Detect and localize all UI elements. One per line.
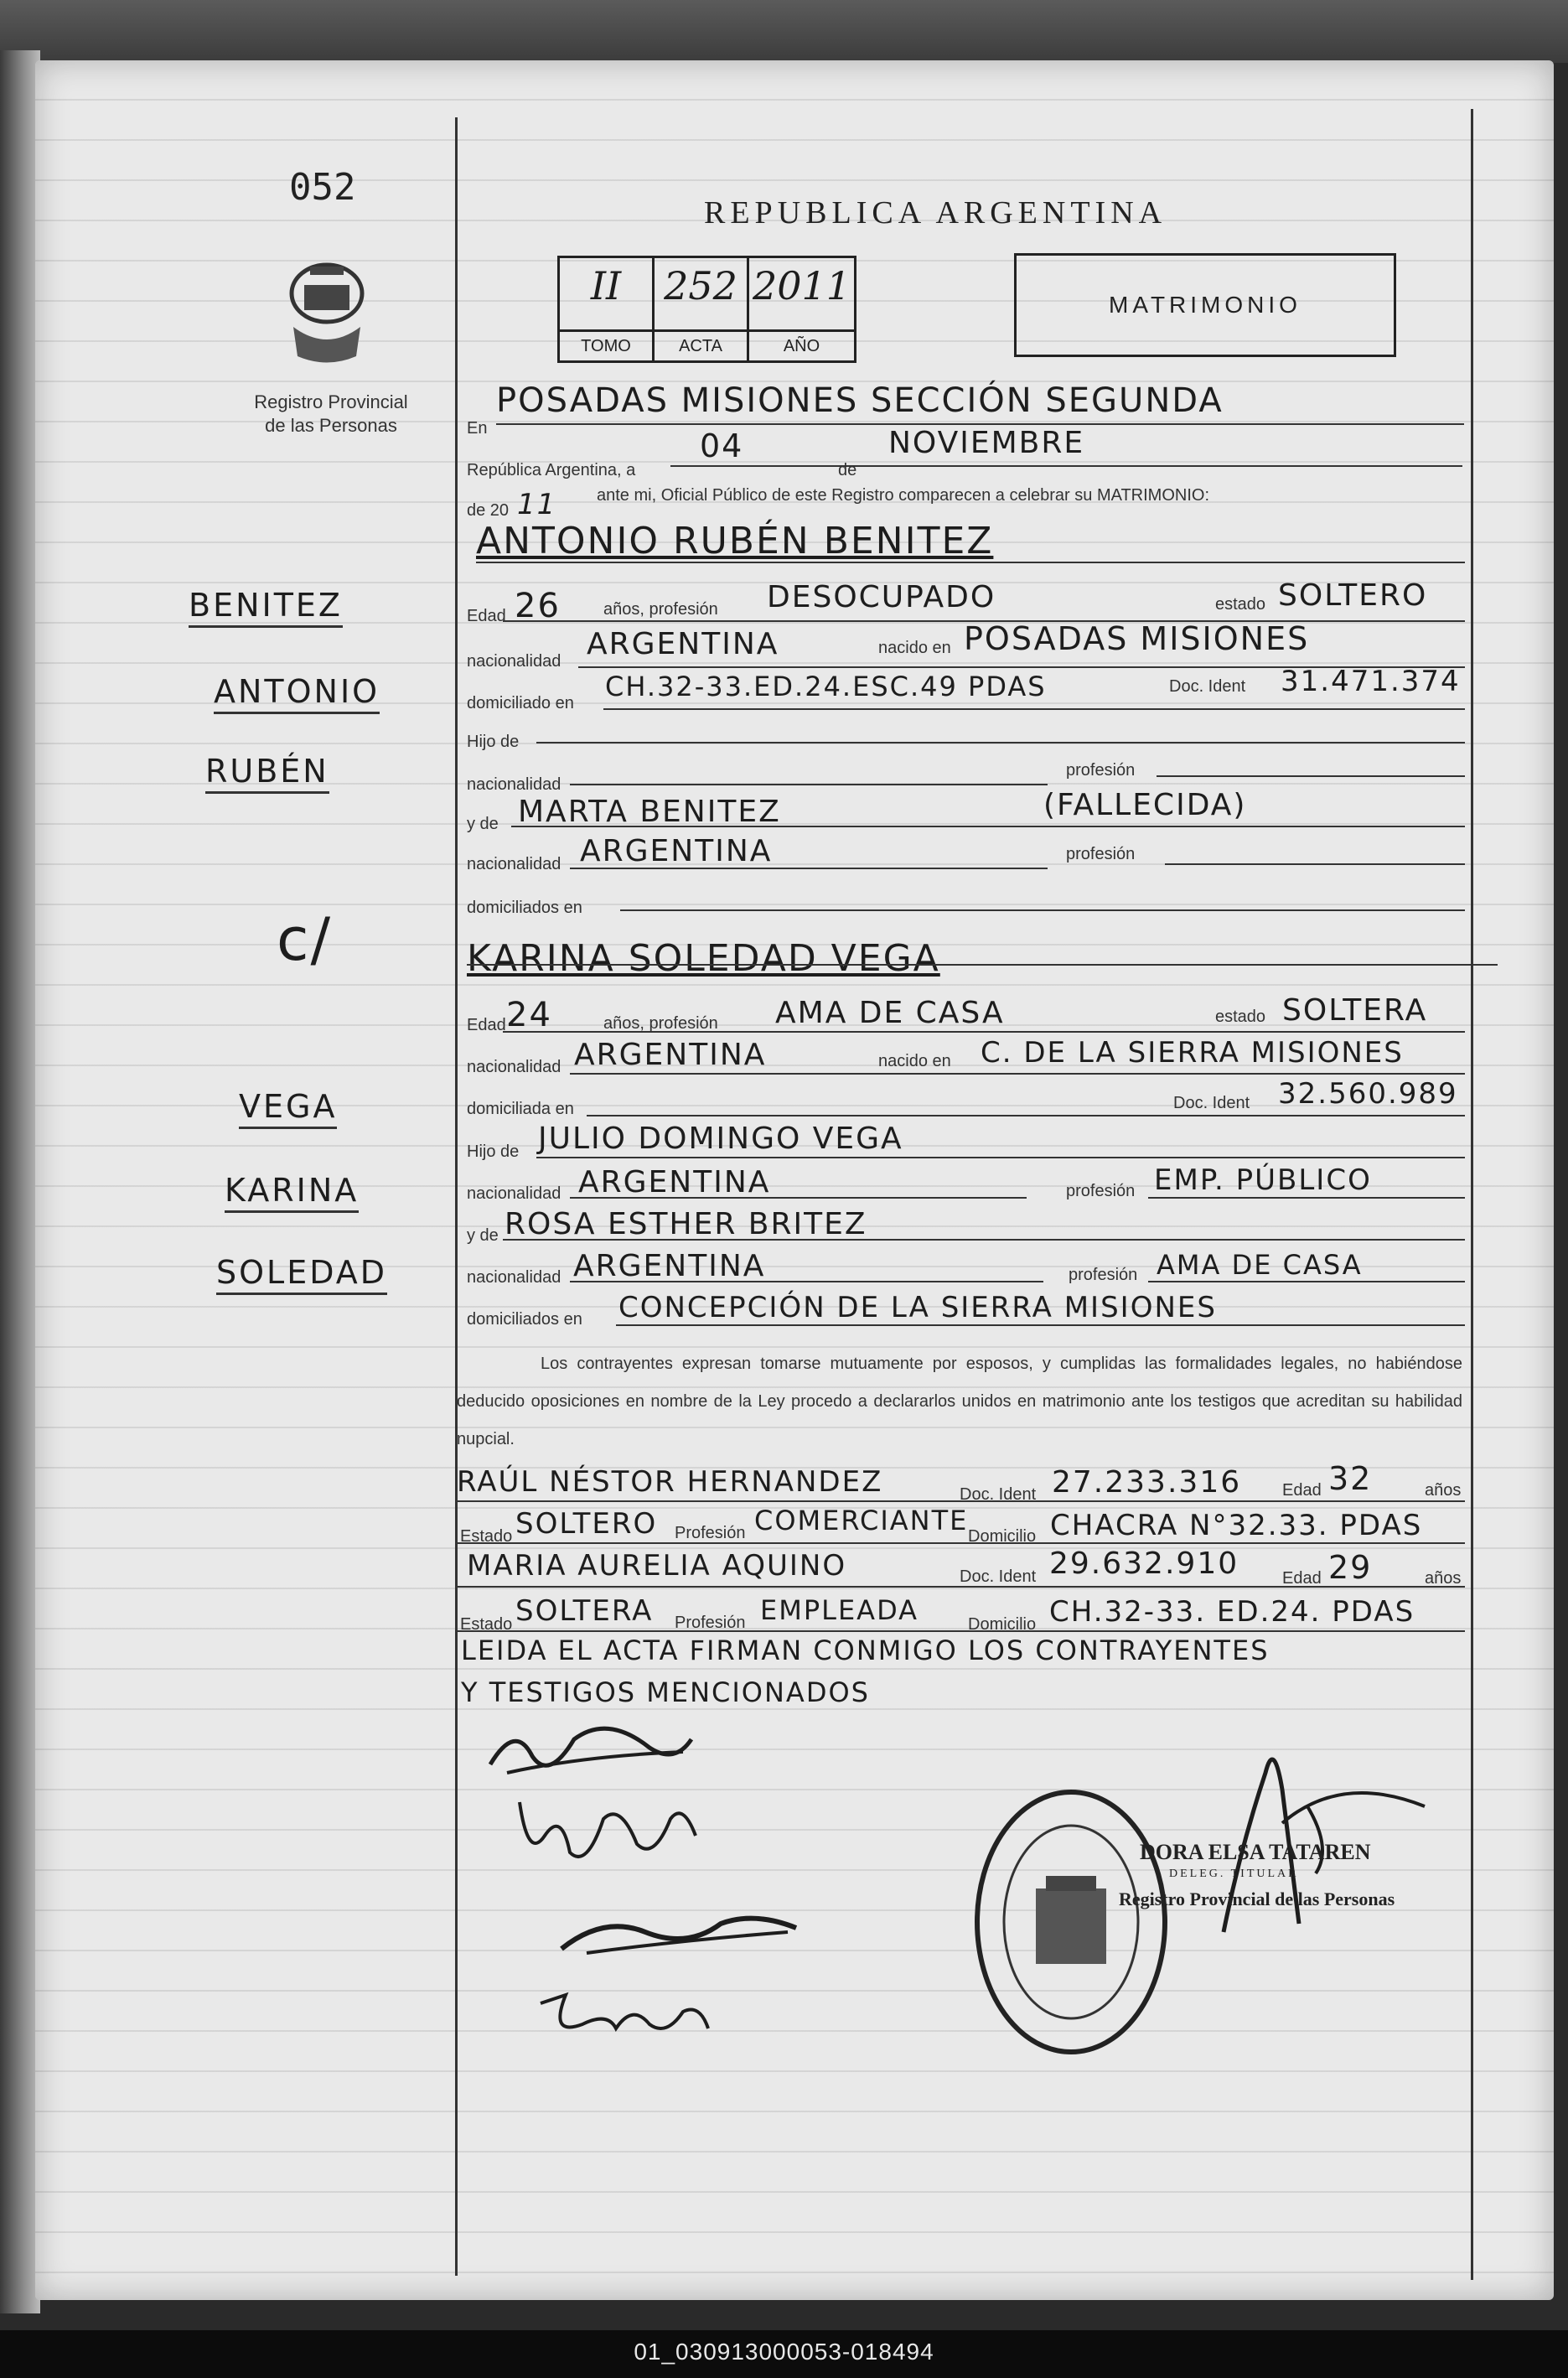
witness-1-profession: COMERCIANTE bbox=[754, 1505, 969, 1536]
book-spine-edge bbox=[0, 50, 40, 2313]
bride-parents-address: CONCEPCIÓN DE LA SIERRA MISIONES bbox=[618, 1291, 1217, 1324]
de-label: de bbox=[838, 461, 857, 479]
groom-mother-note: (FALLECIDA) bbox=[1043, 788, 1247, 822]
groom-parents-address-line bbox=[620, 909, 1465, 911]
bride-address-line bbox=[587, 1115, 1465, 1116]
witness-2-status: SOLTERA bbox=[515, 1594, 654, 1628]
groom-father-prof-line bbox=[1157, 775, 1465, 777]
bride-father-nat-line bbox=[570, 1197, 1027, 1199]
bride-yde-label: y de bbox=[467, 1226, 499, 1245]
bride-age-line bbox=[503, 1031, 1465, 1033]
witness-1-line bbox=[457, 1500, 1465, 1502]
groom-nationality: ARGENTINA bbox=[587, 627, 779, 661]
groom-yde-label: y de bbox=[467, 815, 499, 833]
groom-edad-label: Edad bbox=[467, 607, 506, 625]
bride-mother-name: ROSA ESTHER BRITEZ bbox=[505, 1207, 867, 1241]
bride-mother-nationality: ARGENTINA bbox=[573, 1249, 766, 1283]
month-value: NOVIEMBRE bbox=[888, 426, 1085, 460]
bride-nacido-label: nacido en bbox=[878, 1052, 951, 1070]
groom-mother-prof-label: profesión bbox=[1066, 845, 1136, 863]
witness-2-name: MARIA AURELIA AQUINO bbox=[467, 1549, 847, 1583]
bride-mother-nat-line bbox=[570, 1281, 1043, 1282]
bride-nationality-line bbox=[570, 1073, 1465, 1075]
anio-label: AÑO bbox=[749, 329, 854, 360]
witness-2-profesion-label: Profesión bbox=[675, 1614, 746, 1632]
bride-profession: AMA DE CASA bbox=[775, 996, 1005, 1030]
margin-groom-second: RUBÉN bbox=[205, 753, 329, 794]
groom-mother-name: MARTA BENITEZ bbox=[518, 795, 781, 829]
witness-2-detail-line bbox=[457, 1630, 1465, 1632]
groom-mother-nat-label: nacionalidad bbox=[467, 855, 561, 873]
bride-born-in: C. DE LA SIERRA MISIONES bbox=[981, 1036, 1404, 1070]
bride-name-line bbox=[467, 964, 1498, 966]
groom-mother-nat-line bbox=[570, 868, 1048, 869]
bride-mother-line bbox=[503, 1239, 1465, 1241]
bride-mother-prof-label: profesión bbox=[1069, 1266, 1138, 1284]
bride-mother-nat-label: nacionalidad bbox=[467, 1268, 561, 1287]
groom-doc-id: 31.471.374 bbox=[1281, 665, 1461, 698]
bride-father-nationality: ARGENTINA bbox=[578, 1165, 771, 1199]
groom-marital-status: SOLTERO bbox=[1278, 578, 1428, 613]
groom-mother-line bbox=[511, 826, 1465, 827]
official-seal-icon bbox=[970, 1784, 1172, 2060]
margin-rule bbox=[455, 117, 458, 2276]
witness-1-estado-label: Estado bbox=[460, 1527, 513, 1546]
groom-domiciliado-label: domiciliado en bbox=[467, 694, 574, 712]
signature-witness-1 bbox=[553, 1907, 805, 1966]
groom-domiciliados-label: domiciliados en bbox=[467, 899, 582, 917]
tomo-value: II bbox=[590, 263, 622, 308]
signature-bride bbox=[511, 1785, 704, 1878]
en-label: En bbox=[467, 419, 488, 438]
place-value: POSADAS MISIONES SECCIÓN SEGUNDA bbox=[496, 381, 1224, 420]
republica-label: República Argentina, a bbox=[467, 461, 636, 479]
country-header: REPUBLICA ARGENTINA bbox=[704, 195, 1167, 231]
year-prefix-label: de 20 bbox=[467, 501, 510, 520]
witness-2-estado-label: Estado bbox=[460, 1615, 513, 1634]
bride-doc-id: 32.560.989 bbox=[1278, 1077, 1458, 1111]
ante-text: ante mi, Oficial Público de este Registro comparecen a celebrar su MATRIMONIO: bbox=[597, 486, 1210, 505]
margin-bride-surname: VEGA bbox=[239, 1088, 337, 1129]
witness-2-profession: EMPLEADA bbox=[760, 1594, 919, 1626]
groom-father-nat-label: nacionalidad bbox=[467, 775, 561, 794]
provincial-emblem-icon bbox=[281, 260, 373, 369]
groom-full-name: ANTONIO RUBÉN BENITEZ bbox=[476, 520, 994, 562]
signature-witness-2 bbox=[532, 1978, 717, 2045]
groom-nacionalidad-label: nacionalidad bbox=[467, 652, 561, 671]
witness-2-doc-id: 29.632.910 bbox=[1049, 1546, 1239, 1581]
registry-label: Registro Provincial de las Personas bbox=[254, 391, 408, 436]
margin-bride-first: KARINA bbox=[225, 1172, 359, 1213]
scan-id: 01_030913000053-018494 bbox=[634, 2339, 934, 2365]
witness-2-line bbox=[457, 1586, 1465, 1588]
record-reference-box bbox=[557, 256, 856, 363]
groom-age: 26 bbox=[515, 587, 561, 625]
bride-parents-address-line bbox=[616, 1324, 1465, 1326]
bride-edad-label: Edad bbox=[467, 1016, 506, 1034]
witness-1-detail-line bbox=[457, 1542, 1465, 1544]
day-value: 04 bbox=[700, 427, 744, 464]
year-suffix-value: 11 bbox=[517, 488, 557, 521]
groom-mother-prof-line bbox=[1165, 863, 1465, 865]
witness-1-name: RAÚL NÉSTOR HERNANDEZ bbox=[457, 1465, 883, 1499]
place-line bbox=[496, 423, 1464, 425]
groom-father-prof-label: profesión bbox=[1066, 761, 1136, 780]
scan-background-top bbox=[0, 0, 1568, 63]
closing-line-1: LEIDA EL ACTA FIRMAN CONMIGO LOS CONTRAYENTES bbox=[461, 1635, 1270, 1666]
record-type-box: MATRIMONIO bbox=[1014, 253, 1396, 357]
margin-groom-first: ANTONIO bbox=[214, 673, 380, 714]
legal-declaration: Los contrayentes expresan tomarse mutuamente por esposos, y cumplidas las formalidades legales, no habiéndose deducido oposiciones en nombre de la Ley procedo a declararlos unidos en matrimonio ante los testigos que acreditan su habilidad nupcial. bbox=[457, 1355, 1462, 1448]
groom-name-line bbox=[476, 562, 1465, 563]
date-line bbox=[670, 465, 1462, 467]
witness-1-domicilio-label: Domicilio bbox=[968, 1527, 1037, 1546]
margin-groom-surname: BENITEZ bbox=[189, 587, 343, 628]
acta-value: 252 bbox=[664, 263, 737, 308]
bride-mother-prof-line bbox=[1148, 1281, 1465, 1282]
groom-doc-label: Doc. Ident bbox=[1169, 677, 1246, 696]
bride-father-nat-label: nacionalidad bbox=[467, 1184, 561, 1203]
groom-address-line bbox=[603, 708, 1465, 710]
bride-hijo-label: Hijo de bbox=[467, 1142, 520, 1161]
witness-2-domicilio-label: Domicilio bbox=[968, 1615, 1037, 1634]
groom-hijo-label: Hijo de bbox=[467, 733, 520, 751]
witness-2-address: CH.32-33. ED.24. PDAS bbox=[1049, 1595, 1415, 1629]
stamp-officer-role: DELEG. TITULAR bbox=[1169, 1868, 1299, 1880]
bride-full-name: KARINA SOLEDAD VEGA bbox=[467, 937, 940, 980]
acta-label: ACTA bbox=[655, 329, 747, 360]
stamp-officer-name: DORA ELSA TATAREN bbox=[1140, 1840, 1371, 1864]
bride-father-prof-line bbox=[1148, 1197, 1465, 1199]
witness-2-age: 29 bbox=[1328, 1549, 1373, 1586]
bride-nationality: ARGENTINA bbox=[574, 1038, 767, 1072]
bride-doc-label: Doc. Ident bbox=[1173, 1094, 1250, 1112]
bride-marital-status: SOLTERA bbox=[1282, 993, 1428, 1028]
groom-estado-label: estado bbox=[1215, 595, 1266, 614]
acta-cell bbox=[655, 258, 749, 360]
witness-1-address: CHACRA N°32.33. PDAS bbox=[1050, 1509, 1423, 1542]
anio-value: 2011 bbox=[752, 263, 851, 308]
groom-born-in: POSADAS MISIONES bbox=[964, 620, 1310, 657]
bride-father-profession: EMP. PÚBLICO bbox=[1154, 1163, 1372, 1197]
witness-1-age: 32 bbox=[1328, 1460, 1373, 1497]
witness-1-doc-id: 27.233.316 bbox=[1052, 1465, 1242, 1500]
bride-mother-profession: AMA DE CASA bbox=[1157, 1249, 1363, 1281]
tomo-cell bbox=[560, 258, 655, 360]
witness-1-doc-label: Doc. Ident bbox=[960, 1485, 1037, 1504]
bride-profesion-label: años, profesión bbox=[603, 1014, 718, 1033]
groom-father-line bbox=[536, 742, 1465, 743]
groom-profession: DESOCUPADO bbox=[767, 580, 996, 614]
bride-domiciliada-label: domiciliada en bbox=[467, 1100, 574, 1118]
groom-father-nat-line bbox=[570, 784, 1048, 785]
bride-estado-label: estado bbox=[1215, 1008, 1266, 1026]
bride-age: 24 bbox=[506, 996, 552, 1034]
bride-nacionalidad-label: nacionalidad bbox=[467, 1058, 561, 1076]
bride-father-line bbox=[536, 1157, 1465, 1158]
groom-mother-nationality: ARGENTINA bbox=[580, 834, 773, 868]
bride-domiciliados-label: domiciliados en bbox=[467, 1310, 582, 1329]
witness-1-profesion-label: Profesión bbox=[675, 1524, 746, 1542]
witness-2-doc-label: Doc. Ident bbox=[960, 1567, 1037, 1586]
groom-nacido-label: nacido en bbox=[878, 639, 951, 657]
witness-1-edad-label: Edad bbox=[1282, 1481, 1322, 1500]
closing-line-2: Y TESTIGOS MENCIONADOS bbox=[461, 1676, 870, 1708]
tomo-label: TOMO bbox=[560, 329, 652, 360]
bride-father-name: JULIO DOMINGO VEGA bbox=[538, 1122, 903, 1156]
bride-father-prof-label: profesión bbox=[1066, 1182, 1136, 1200]
witness-2-anios-label: años bbox=[1425, 1569, 1462, 1588]
witness-1-status: SOLTERO bbox=[515, 1507, 658, 1541]
anio-cell bbox=[749, 258, 854, 360]
page-number: 052 bbox=[289, 166, 356, 209]
signature-groom bbox=[482, 1714, 700, 1790]
right-rule bbox=[1471, 109, 1473, 2280]
margin-conjunction: c/ bbox=[277, 905, 333, 974]
margin-bride-second: SOLEDAD bbox=[216, 1254, 387, 1295]
witness-1-anios-label: años bbox=[1425, 1481, 1462, 1500]
witness-2-edad-label: Edad bbox=[1282, 1569, 1322, 1588]
groom-profesion-label: años, profesión bbox=[603, 600, 718, 619]
groom-address: CH.32-33.ED.24.ESC.49 PDAS bbox=[605, 671, 1047, 702]
stamp-registry: Registro Provincial de las Personas bbox=[1119, 1888, 1395, 1909]
